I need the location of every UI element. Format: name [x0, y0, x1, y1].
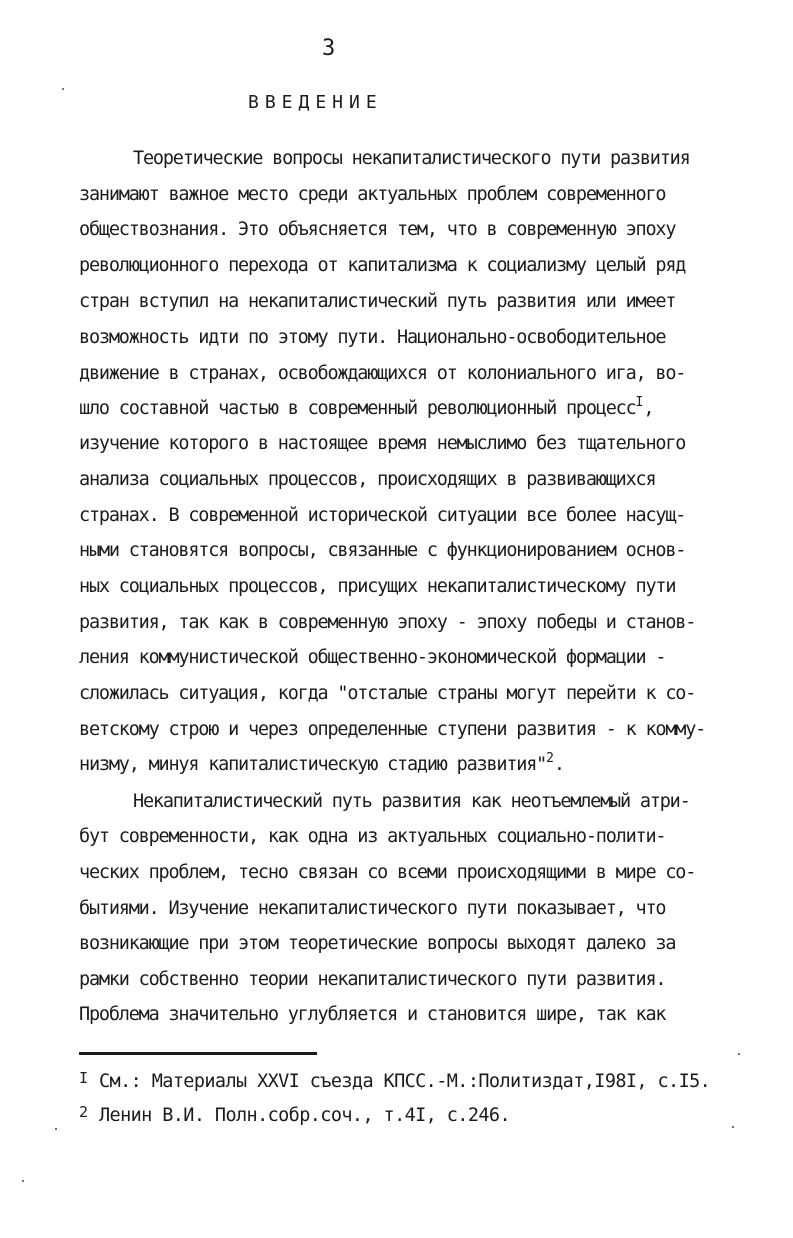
text-line: ными становятся вопросы, связанные с функционированием основ- [79, 540, 686, 561]
text-line: Проблема значительно углубляется и становится шире, так как [79, 1004, 666, 1025]
punctuation: , [643, 398, 654, 419]
text-line: развития, так как в современную эпоху - эпоху победы и станов- [79, 612, 696, 633]
punctuation: . [553, 754, 564, 775]
text-line: бут современности, как одна из актуальных социально-полити- [79, 826, 666, 847]
text-line: Некапиталистический путь развития как неотъемлемый атри- [133, 791, 690, 812]
text-line: возможность идти по этому пути. Национально-освободительное [79, 327, 666, 348]
footnote-2 [79, 1104, 510, 1128]
text-line: движение в странах, освобождающихся от колониального ига, во- [79, 363, 686, 384]
footnote-divider [79, 1052, 317, 1055]
scan-speck [732, 1126, 734, 1128]
page-number: 3 [322, 36, 336, 61]
text-line: ления коммунистической общественно-экономической формации - [79, 647, 666, 668]
page-title: ВВЕДЕНИЕ [248, 92, 383, 113]
text-line: Теоретические вопросы некапиталистического пути развития [133, 148, 690, 169]
text-line: ветскому строю и через определенные ступени развития - к комму- [79, 719, 706, 740]
text-line: ных социальных процессов, присущих некапиталистическому пути [79, 576, 676, 597]
text-segment: низму, минуя капиталистическую стадию развития" [79, 754, 547, 775]
text-line-with-footnote-ref [79, 397, 653, 421]
text-line: анализа социальных процессов, происходящих в развивающихся [79, 469, 656, 490]
text-line: стран вступил на некапиталистический путь развития или имеет [79, 291, 676, 312]
text-line: обществознания. Это объясняется тем, что в современную эпоху [79, 219, 676, 240]
text-line: возникающие при этом теоретические вопросы выходят далеко за [79, 933, 676, 954]
footnote-text: См.: Материалы XXVI съезда КПСС.-М.:Политиздат,I98I, с.I5. [99, 1071, 711, 1092]
footnote-ref-1: I [635, 395, 644, 410]
footnote-ref-2: 2 [546, 751, 554, 766]
text-line-with-footnote-ref [79, 753, 564, 777]
scan-speck [22, 1180, 24, 1182]
footnote-1 [79, 1070, 710, 1094]
footnote-marker: 2 [79, 1103, 88, 1121]
footnote-text: Ленин В.И. Полн.собр.соч., т.4I, с.246. [99, 1105, 510, 1126]
text-line: революционного перехода от капитализма к социализму целый ряд [79, 255, 686, 276]
scan-speck [55, 1128, 57, 1130]
footnote-marker: I [79, 1069, 88, 1087]
text-line: рамки собственно теории некапиталистического пути развития. [79, 969, 666, 990]
scan-speck [62, 88, 64, 90]
text-segment: шло составной частью в современный революционный процесс [79, 398, 636, 419]
text-line: занимают важное место среди актуальных проблем современного [79, 184, 666, 205]
text-line: странах. В современной исторической ситуации все более насущ- [79, 505, 686, 526]
text-line: бытиями. Изучение некапиталистического пути показывает, что [79, 898, 666, 919]
scan-speck [738, 1053, 740, 1055]
text-line: сложилась ситуация, когда "отсталые страны могут перейти к со- [79, 683, 696, 704]
text-line: изучение которого в настоящее время немыслимо без тщательного [79, 433, 686, 454]
text-line: ческих проблем, тесно связан со всеми происходящими в мире со- [79, 862, 696, 883]
